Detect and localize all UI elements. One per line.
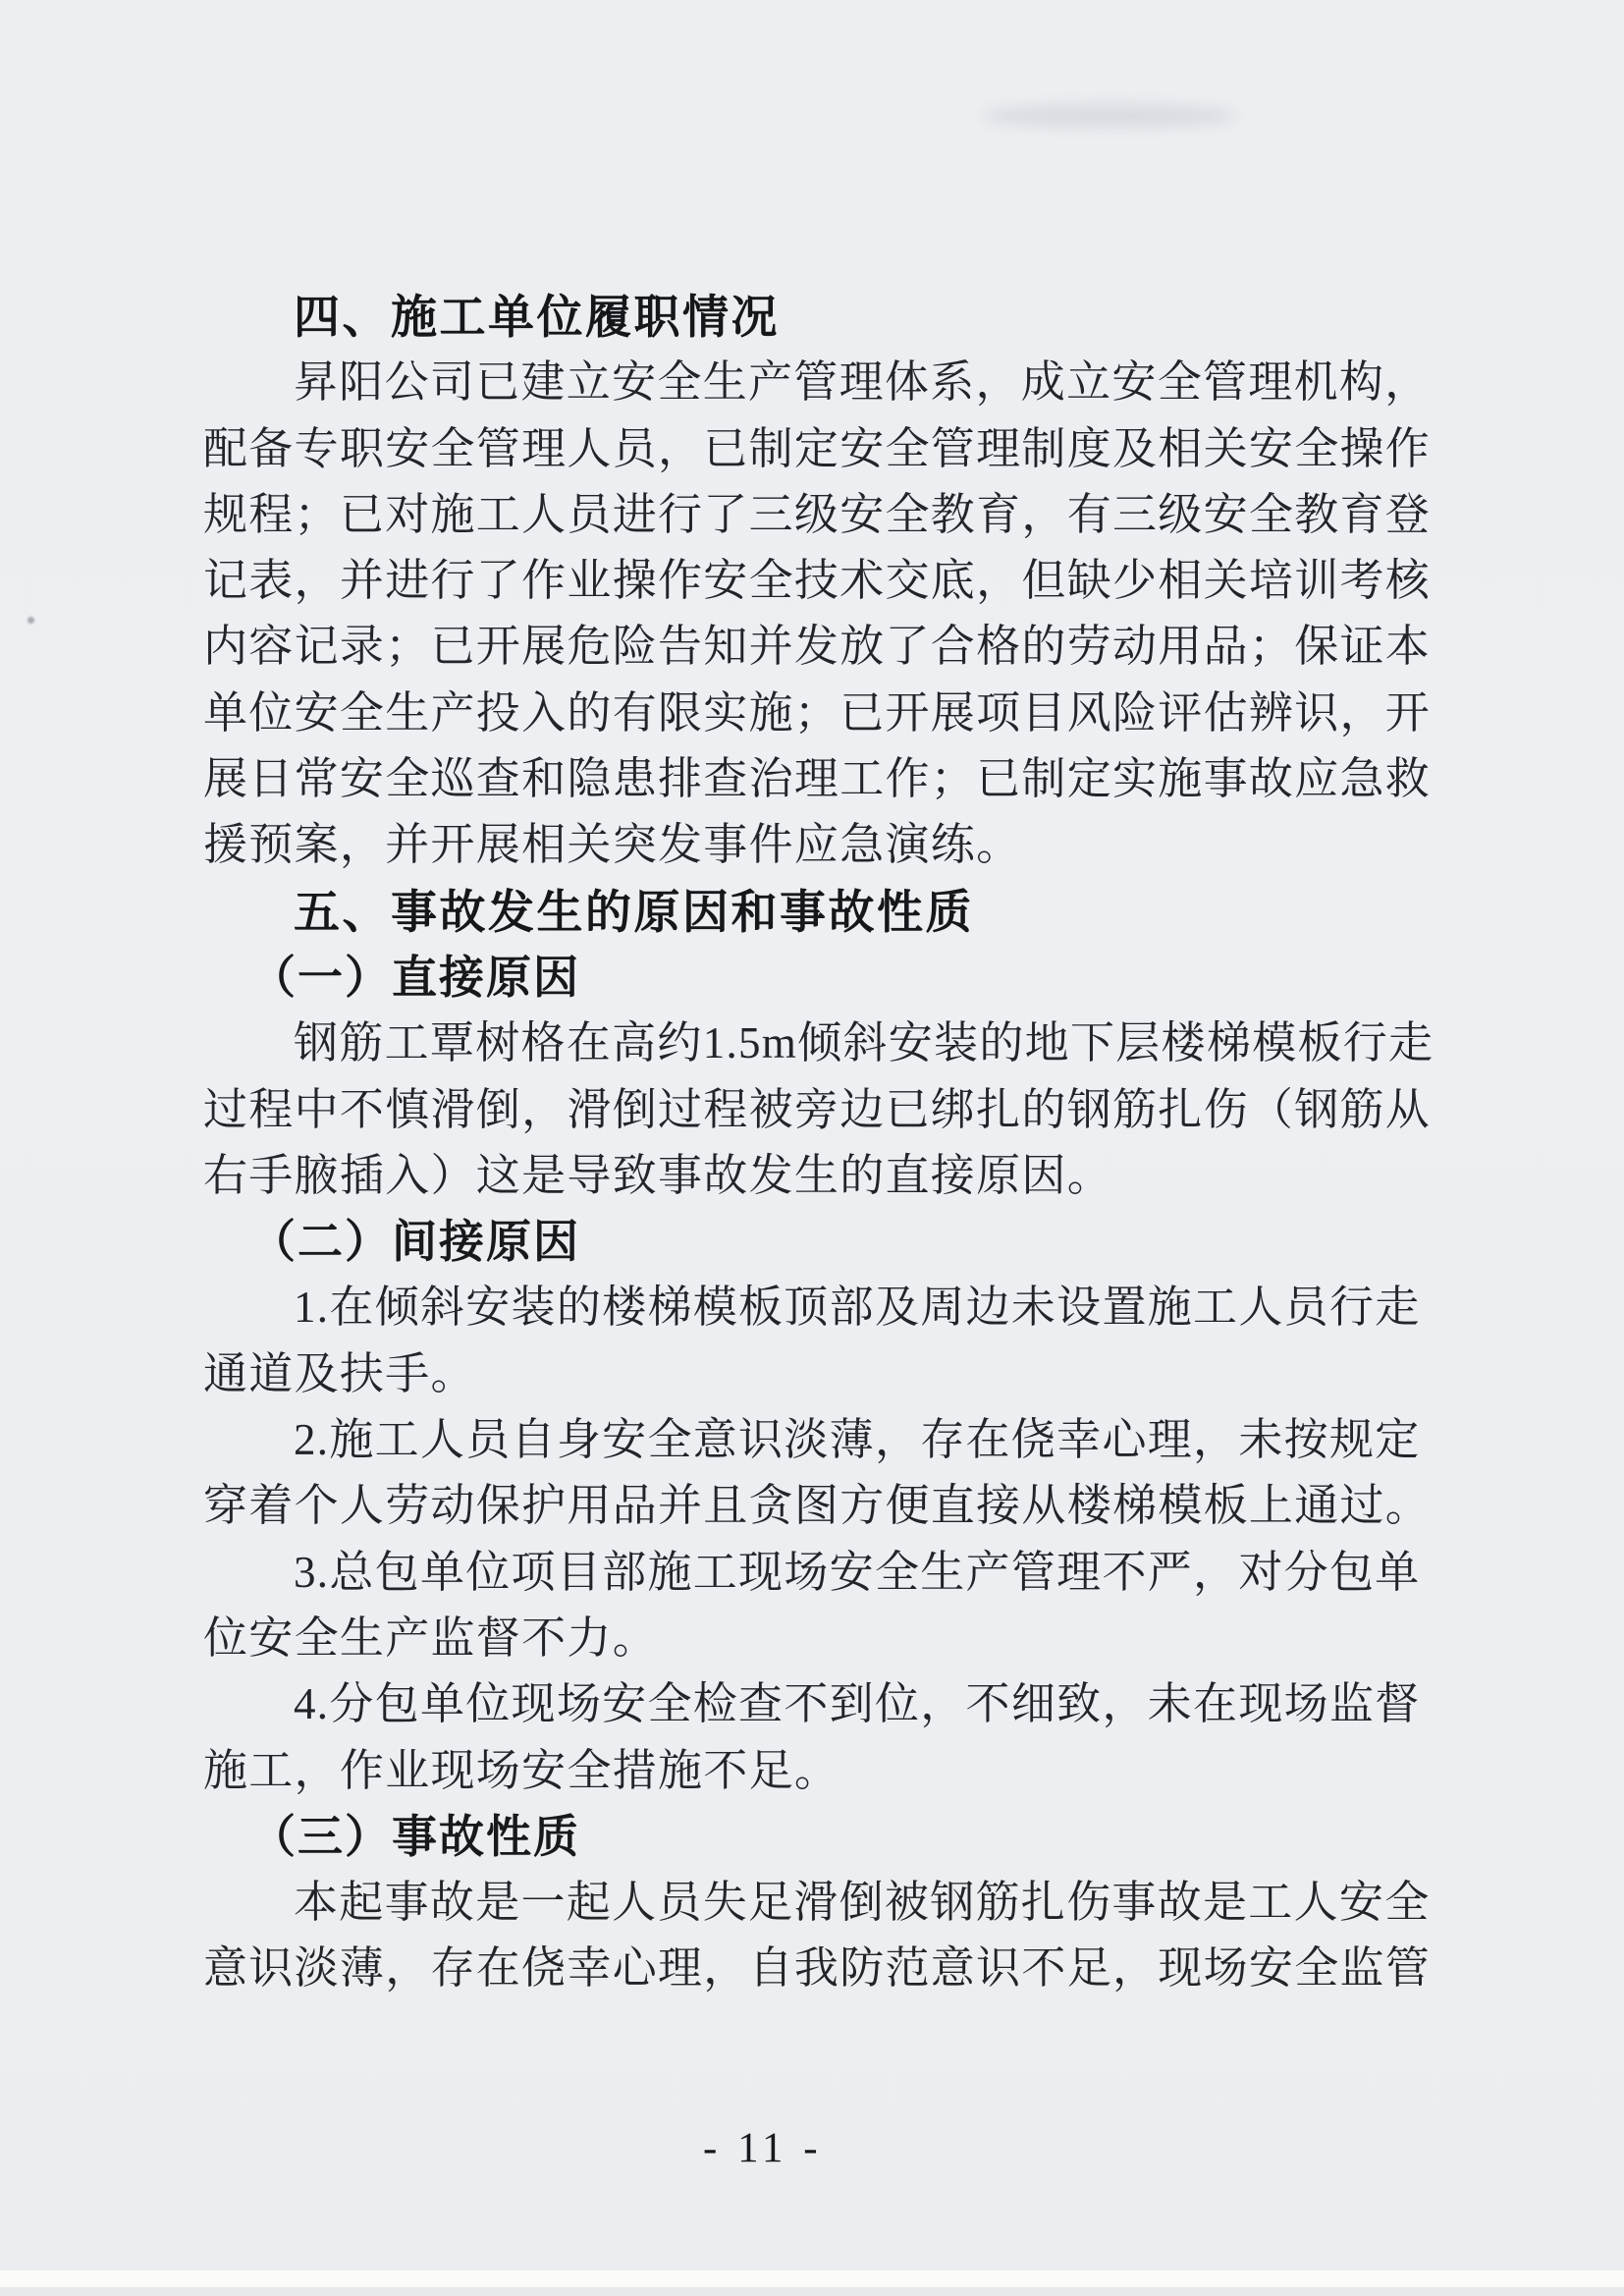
text-line: 4.分包单位现场安全检查不到位，不细致，未在现场监督 — [294, 1679, 1421, 1729]
text-line: 过程中不慎滑倒，滑倒过程被旁边已绑扎的钢筋扎伤（钢筋从 — [203, 1084, 1432, 1134]
text-line: 内容记录；已开展危险告知并发放了合格的劳动用品；保证本 — [203, 622, 1432, 672]
text-line: 记表，并进行了作业操作安全技术交底，但缺少相关培训考核 — [203, 556, 1432, 606]
text-line: 位安全生产监督不力。 — [203, 1613, 659, 1663]
text-line: 右手腋插入）这是导致事故发生的直接原因。 — [203, 1150, 1113, 1200]
scan-bottom-edge-white — [0, 2270, 1624, 2287]
subsection-heading: （三）事故性质 — [250, 1811, 580, 1862]
text-line: 钢筋工覃树格在高约1.5m倾斜安装的地下层楼梯模板行走 — [294, 1018, 1435, 1068]
text-line: 配备专职安全管理人员，已制定安全管理制度及相关安全操作 — [203, 423, 1432, 473]
scan-bottom-edge-gray — [0, 2287, 1624, 2296]
page-number: - 11 - — [703, 2125, 823, 2171]
text-line: 规程；已对施工人员进行了三级安全教育，有三级安全教育登 — [203, 489, 1432, 539]
subsection-heading: （一）直接原因 — [250, 952, 580, 1003]
text-line: 施工，作业现场安全措施不足。 — [203, 1745, 840, 1795]
subsection-heading: （二）间接原因 — [250, 1217, 580, 1268]
text-line: 昇阳公司已建立安全生产管理体系，成立安全管理机构， — [294, 357, 1431, 408]
document-body — [203, 284, 1435, 2002]
text-line: 援预案，并开展相关突发事件应急演练。 — [203, 820, 1022, 870]
text-line: 本起事故是一起人员失足滑倒被钢筋扎伤事故是工人安全 — [294, 1878, 1431, 1928]
scan-speck — [27, 617, 34, 624]
text-line: 展日常安全巡查和隐患排查治理工作；已制定实施事故应急救 — [203, 754, 1432, 804]
text-line: 2.施工人员自身安全意识淡薄，存在侥幸心理，未按规定 — [294, 1415, 1421, 1465]
scan-smudge — [982, 104, 1237, 128]
text-line: 通道及扶手。 — [203, 1348, 476, 1398]
section-heading: 四、施工单位履职情况 — [294, 291, 780, 343]
text-line: 3.总包单位项目部施工现场安全生产管理不严，对分包单 — [294, 1547, 1421, 1597]
text-line: 单位安全生产投入的有限实施；已开展项目风险评估辨识，开 — [203, 687, 1432, 738]
text-line: 1.在倾斜安装的楼梯模板顶部及周边未设置施工人员行走 — [294, 1283, 1421, 1333]
text-line: 穿着个人劳动保护用品并且贪图方便直接从楼梯模板上通过。 — [203, 1481, 1432, 1531]
text-line: 意识淡薄，存在侥幸心理，自我防范意识不足，现场安全监管 — [203, 1943, 1432, 1994]
section-heading: 五、事故发生的原因和事故性质 — [294, 885, 974, 938]
